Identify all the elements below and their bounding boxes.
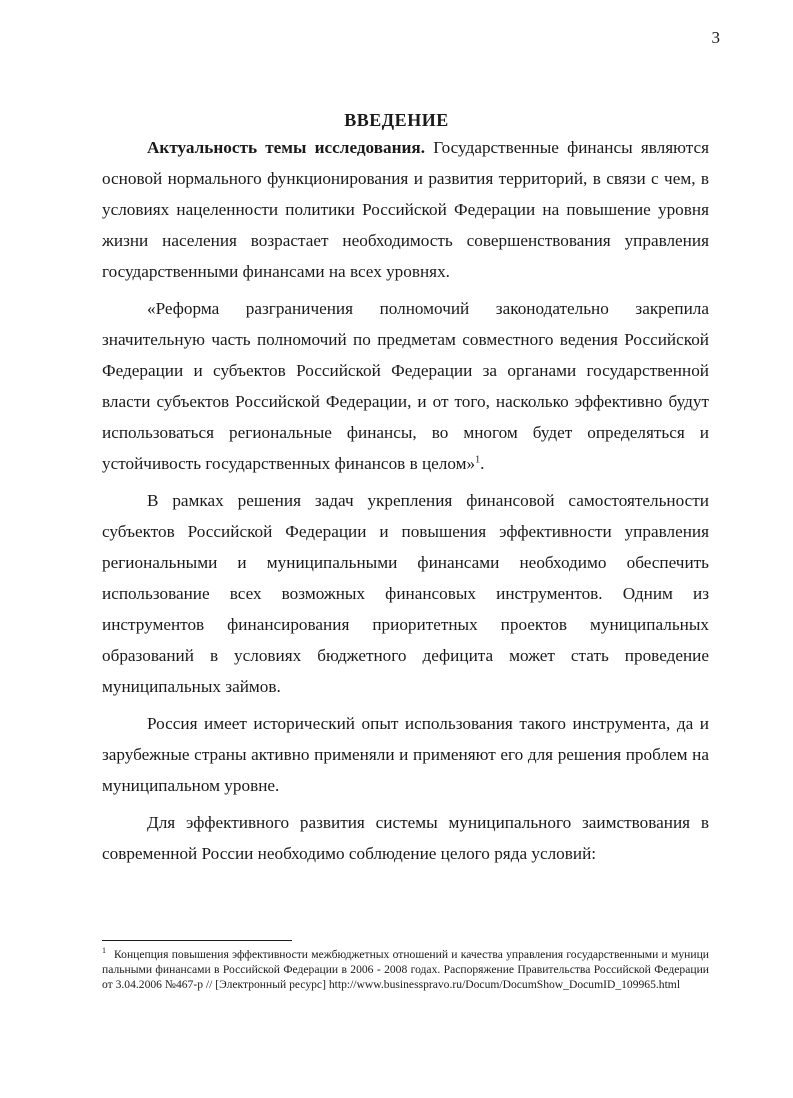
paragraph-conditions <box>102 807 709 869</box>
footnote-mark: 1 <box>102 946 106 956</box>
footnote-divider <box>102 940 292 941</box>
paragraph-historical-experience <box>102 708 709 801</box>
paragraph-text: Россия имеет исторический опыт использования такого инструмента, да и зарубежные страны активно применяли и применяют его для решения проблем на муниципальном уровне. <box>102 714 709 795</box>
paragraph-text: Государственные финансы являются основой нормального функционирования и развития территорий, в связи с чем, в условиях нацеленности политики Российской Федерации на повышение уровня жизни населения возрастает необходимость совершенствования управления государственными финансами на всех уровнях. <box>102 138 709 281</box>
footnote <box>102 947 709 992</box>
paragraph-relevance <box>102 132 709 287</box>
paragraph-text: «Реформа разграничения полномочий законодательно закрепила значительную часть полномочий по предметам совместного ведения Российской Федерации и субъектов Российской Федерации за органами государственной власти субъектов Российской Федерации, и от того, насколько эффективно будут использоваться региональные финансы, во многом будет определяться и устойчивость государственных финансов в целом» <box>102 299 709 473</box>
paragraph-financial-independence <box>102 485 709 702</box>
footnote-reference[interactable]: 1 <box>475 454 481 466</box>
body-text <box>102 132 709 869</box>
paragraph-text: В рамках решения задач укрепления финансовой самостоятельности субъектов Российской Федерации и повышения эффективности управления региональными и муниципальными финансами необходимо обеспечить использование всех возможных финансовых инструментов. Одним из инструментов финансирования приоритетных проектов муниципальных образований в условиях бюджетного дефицита может стать проведение муниципальных займов. <box>102 491 709 696</box>
paragraph-text: Для эффективного развития системы муниципального заимствования в современной России необходимо соблюдение целого ряда условий: <box>102 813 709 863</box>
paragraph-reform-quote <box>102 293 709 479</box>
paragraph-lead: Актуальность темы исследования. <box>147 138 425 157</box>
footnote-text: Концепция повышения эффективности межбюджетных отношений и качества управления государственными и муниципальными финансами в Российской Федерации в 2006 - 2008 годах. Распоряжение Правительства Российской Федерации от 3.04.2006 №467-р // [Электронный ресурс] http://www.businesspravo.ru/Docum/DocumShow_DocumID_109965.html <box>102 948 709 991</box>
paragraph-end: . <box>480 454 485 473</box>
page-number: 3 <box>711 28 720 47</box>
page-title: ВВЕДЕНИЕ <box>344 110 449 130</box>
